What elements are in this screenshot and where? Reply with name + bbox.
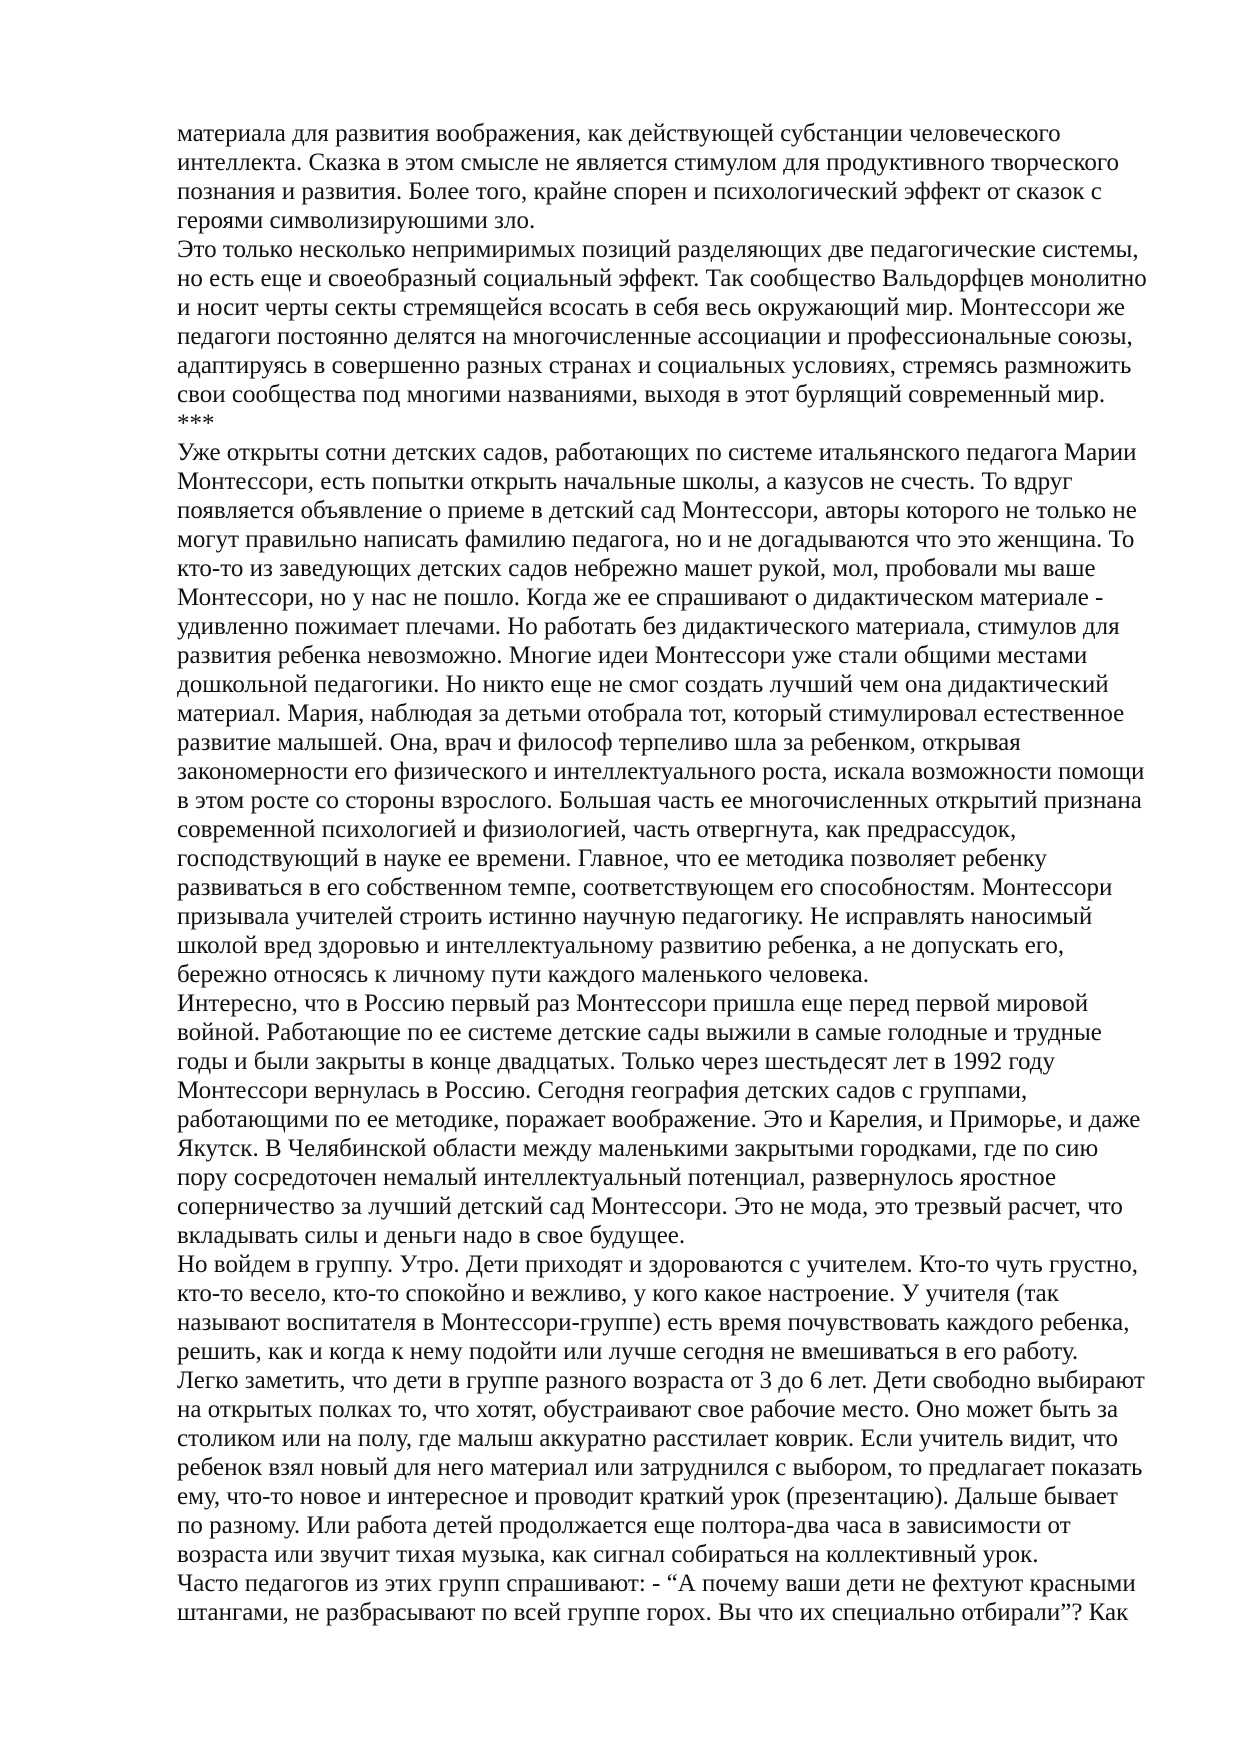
text-line: бережно относясь к личному пути каждого маленького человека.: [177, 961, 869, 988]
text-line: Уже открыты сотни детских садов, работающих по системе итальянского педагога Марии: [177, 439, 1137, 466]
text-line: возраста или звучит тихая музыка, как сигнал собираться на коллективный урок.: [177, 1541, 1039, 1568]
text-line: Но войдем в группу. Утро. Дети приходят и здороваются с учителем. Кто-то чуть грустно,: [177, 1251, 1139, 1278]
text-line: могут правильно написать фамилию педагога, но и не догадываются что это женщина. То: [177, 526, 1135, 553]
text-line: и носит черты секты стремящейся всосать в себя весь окружающий мир. Монтессори же: [177, 294, 1125, 321]
text-line: Это только несколько непримиримых позиций разделяющих две педагогические системы,: [177, 236, 1139, 263]
text-line: кто-то из заведующих детских садов небрежно машет рукой, мол, пробовали мы ваше: [177, 555, 1096, 582]
text-line: развиваться в его собственном темпе, соответствующем его способностям. Монтессори: [177, 874, 1113, 901]
text-line: вкладывать силы и деньги надо в свое будущее.: [177, 1222, 686, 1249]
text-line: Монтессори, есть попытки открыть начальные школы, а казусов не счесть. То вдруг: [177, 468, 1073, 495]
text-line: интеллекта. Сказка в этом смысле не является стимулом для продуктивного творческого: [177, 149, 1119, 176]
text-line: ребенок взял новый для него материал или затруднился с выбором, то предлагает показать: [177, 1454, 1143, 1481]
text-line: господствующий в науке ее времени. Главное, что ее методика позволяет ребенку: [177, 845, 1047, 872]
text-line: на открытых полках то, что хотят, обустраивают свое рабочие место. Оно может быть за: [177, 1396, 1119, 1423]
text-line: Легко заметить, что дети в группе разного возраста от 3 до 6 лет. Дети свободно выбирают: [177, 1367, 1145, 1394]
document-page: [177, 119, 1177, 1627]
text-line: столиком или на полу, где малыш аккуратно расстилает коврик. Если учитель видит, что: [177, 1425, 1118, 1452]
text-line: развитие малышей. Она, врач и философ терпеливо шла за ребенком, открывая: [177, 729, 1021, 756]
text-line: ***: [177, 410, 215, 437]
text-line: годы и были закрыты в конце двадцатых. Только через шестьдесят лет в 1992 году: [177, 1048, 1055, 1075]
text-line: материал. Мария, наблюдая за детьми отобрала тот, который стимулировал естественное: [177, 700, 1125, 727]
text-line: Часто педагогов из этих групп спрашивают: - “А почему ваши дети не фехтуют красными: [177, 1570, 1136, 1597]
text-line: героями символизируюшими зло.: [177, 207, 536, 234]
text-line: удивленно пожимает плечами. Но работать без дидактического материала, стимулов для: [177, 613, 1120, 640]
text-line: материала для развития воображения, как действующей субстанции человеческого: [177, 120, 1061, 147]
text-line: в этом росте со стороны взрослого. Большая часть ее многочисленных открытий признана: [177, 787, 1142, 814]
text-line: войной. Работающие по ее системе детские сады выжили в самые голодные и трудные: [177, 1019, 1102, 1046]
text-line: Интересно, что в Россию первый раз Монтессори пришла еще перед первой мировой: [177, 990, 1089, 1017]
text-line: Монтессори вернулась в Россию. Сегодня география детских садов с группами,: [177, 1077, 1028, 1104]
text-line: адаптируясь в совершенно разных странах и социальных условиях, стремясь размножить: [177, 352, 1132, 379]
text-line: свои сообщества под многими названиями, выходя в этот бурлящий современный мир.: [177, 381, 1106, 408]
text-line: закономерности его физического и интеллектуального роста, искала возможности помощи: [177, 758, 1145, 785]
text-line: дошкольной педагогики. Но никто еще не смог создать лучший чем она дидактический: [177, 671, 1109, 698]
text-line: Якутск. В Челябинской области между маленькими закрытыми городками, где по сию: [177, 1135, 1099, 1162]
text-line: кто-то весело, кто-то спокойно и вежливо, у кого какое настроение. У учителя (так: [177, 1280, 1059, 1307]
text-line: пору сосредоточен немалый интеллектуальный потенциал, развернулось яростное: [177, 1164, 1057, 1191]
text-line: Монтессори, но у нас не пошло. Когда же ее спрашивают о дидактическом материале -: [177, 584, 1104, 611]
text-line: развития ребенка невозможно. Многие идеи Монтессори уже стали общими местами: [177, 642, 1088, 669]
text-line: но есть еще и своеобразный социальный эффект. Так сообщество Вальдорфцев монолитно: [177, 265, 1147, 292]
text-line: ему, что-то новое и интересное и проводит краткий урок (презентацию). Дальше бывает: [177, 1483, 1118, 1510]
text-line: решить, как и когда к нему подойти или лучше сегодня не вмешиваться в его работу.: [177, 1338, 1079, 1365]
text-line: призывала учителей строить истинно научную педагогику. Не исправлять наносимый: [177, 903, 1093, 930]
text-line: современной психологией и физиологией, часть отвергнута, как предрассудок,: [177, 816, 1017, 843]
text-line: появляется объявление о приеме в детский сад Монтессори, авторы которого не только не: [177, 497, 1137, 524]
text-line: работающими по ее методике, поражает воображение. Это и Карелия, и Приморье, и даже: [177, 1106, 1141, 1133]
text-line: школой вред здоровью и интеллектуальному развитию ребенка, а не допускать его,: [177, 932, 1065, 959]
text-line: соперничество за лучший детский сад Монтессори. Это не мода, это трезвый расчет, что: [177, 1193, 1123, 1220]
text-line: по разному. Или работа детей продолжается еще полтора-два часа в зависимости от: [177, 1512, 1071, 1539]
text-line: штангами, не разбрасывают по всей группе горох. Вы что их специально отбирали”? Как: [177, 1599, 1129, 1626]
text-line: называют воспитателя в Монтессори-группе) есть время почувствовать каждого ребенка,: [177, 1309, 1130, 1336]
text-line: познания и развития. Более того, крайне спорен и психологический эффект от сказок с: [177, 178, 1102, 205]
text-line: педагоги постоянно делятся на многочисленные ассоциации и профессиональные союзы,: [177, 323, 1133, 350]
